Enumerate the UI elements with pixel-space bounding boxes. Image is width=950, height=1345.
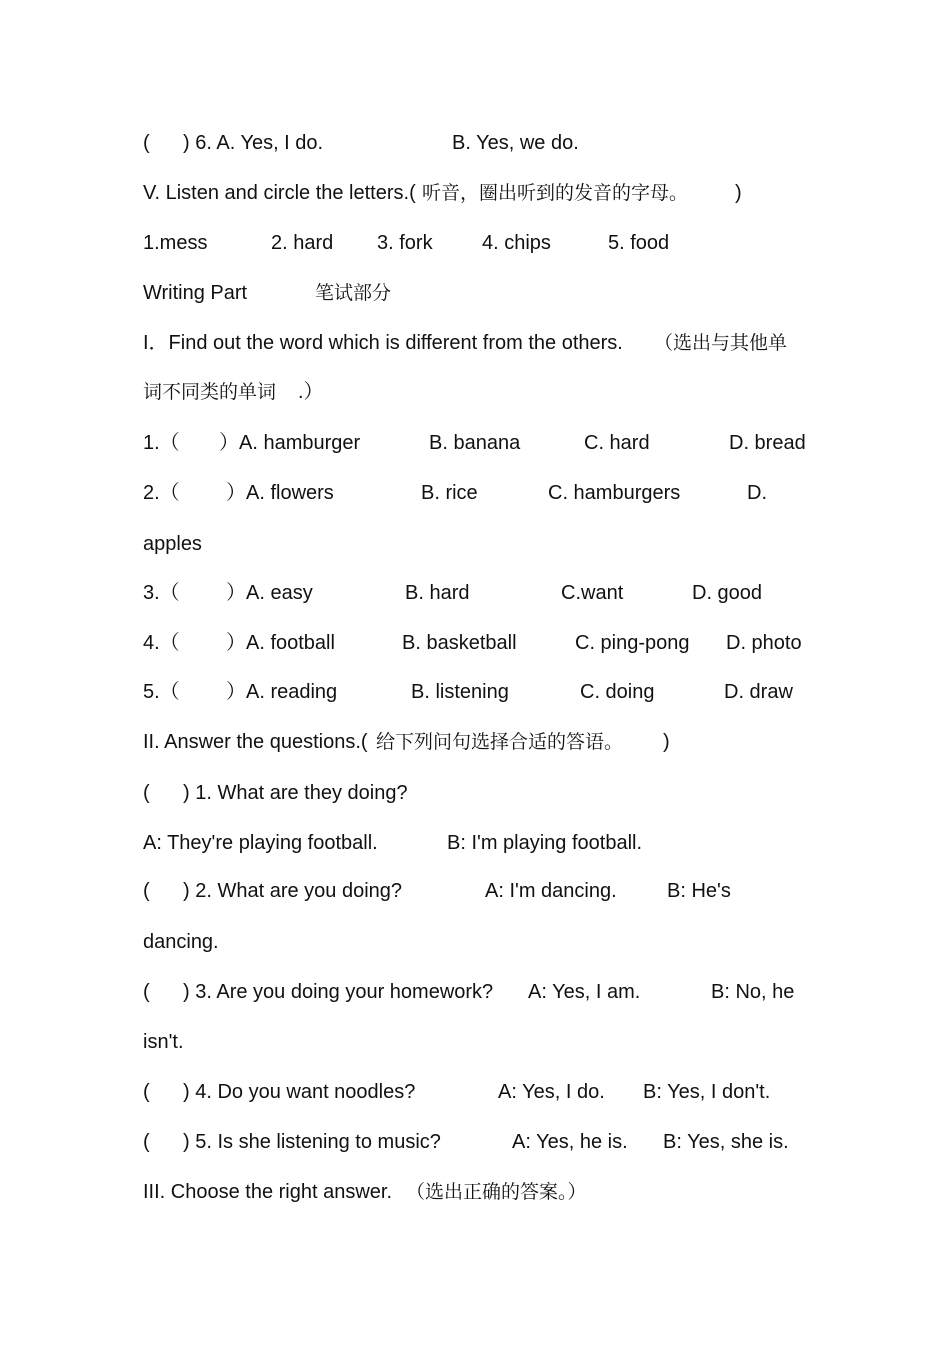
answer-blank-paren: ( [143,132,150,154]
option-d: D. good [692,582,763,604]
section-iii-title-cn: （选出正确的答案。） [406,1181,587,1203]
option-b-wrap: isn't. [143,1031,184,1053]
question-number: 4.（ [143,632,180,654]
answer-blank-paren: ( [143,782,150,804]
option-d-wrap: apples [143,533,202,555]
option-a: ）A. flowers [226,482,334,504]
option-a: A: Yes, I am. [528,981,641,1003]
question-stem: ) 1. What are they doing? [183,782,408,804]
section-ii-title-en: II. Answer the questions.( [143,731,368,753]
list-item: 4. chips [482,232,551,254]
section-i-title-cn-cont: 词不同类的单词 [143,381,277,403]
list-item: 5. food [608,232,670,254]
option-a: A: They're playing football. [143,832,378,854]
question-stem: ) 5. Is she listening to music? [183,1131,441,1153]
option-b: B: I'm playing football. [447,832,643,854]
option-c: C. doing [580,681,655,703]
option-d: D. photo [726,632,802,654]
writing-part-en: Writing Part [143,282,248,304]
question-stem: ) 4. Do you want noodles? [183,1081,416,1103]
section-i-title-en: I．Find out the word which is different from the others. [143,332,623,354]
answer-blank-paren: ( [143,1081,150,1103]
option-a: A: I'm dancing. [485,880,617,902]
option-b-wrap: dancing. [143,931,219,953]
section-i-title-close: .） [298,381,324,403]
option-c: C.want [561,582,624,604]
option-d: D. draw [724,681,793,703]
option-c: C. hard [584,432,650,454]
question-number: 5.（ [143,681,180,703]
question-stem: ) 6. A. Yes, I do. [183,132,324,154]
question-number: 3.（ [143,582,180,604]
list-item: 2. hard [271,232,334,254]
section-iii-title-en: III. Choose the right answer. [143,1181,393,1203]
answer-blank-paren: ( [143,1131,150,1153]
question-stem: ) 3. Are you doing your homework? [183,981,494,1003]
list-item: 1.mess [143,232,208,254]
option-c: C. hamburgers [548,482,681,504]
answer-blank-paren: ( [143,880,150,902]
option-c: C. ping-pong [575,632,690,654]
option-b: B. hard [405,582,470,604]
option-a: A: Yes, he is. [512,1131,628,1153]
option-a: ）A. reading [226,681,338,703]
section-v-title-cn: 听音，圈出听到的发音的字母。 [422,182,689,204]
section-v-title-en: V. Listen and circle the letters.( [143,182,416,204]
question-number: 2.（ [143,482,180,504]
option-a: ）A. hamburger [219,432,361,454]
list-item: 3. fork [377,232,433,254]
question-number: 1.（ [143,432,180,454]
option-b: B. Yes, we do. [452,132,579,154]
section-ii-title-close: ) [663,731,670,753]
option-b: B. rice [421,482,478,504]
option-b: B: He's [667,880,731,902]
option-d: D. bread [729,432,806,454]
section-i-title-cn: （选出与其他单 [654,332,788,354]
option-a: A: Yes, I do. [498,1081,605,1103]
option-d: D. [747,482,767,504]
option-b: B. banana [429,432,521,454]
option-b: B: No, he [711,981,795,1003]
answer-blank-paren: ( [143,981,150,1003]
option-a: ）A. football [226,632,335,654]
writing-part-cn: 笔试部分 [315,282,392,304]
option-b: B: Yes, I don't. [643,1081,771,1103]
section-ii-title-cn: 给下列问句选择合适的答语。 [376,731,624,753]
option-a: ）A. easy [226,582,313,604]
option-b: B. basketball [402,632,517,654]
question-stem: ) 2. What are you doing? [183,880,403,902]
option-b: B. listening [411,681,509,703]
option-b: B: Yes, she is. [663,1131,789,1153]
section-v-title-close: ) [735,182,742,204]
